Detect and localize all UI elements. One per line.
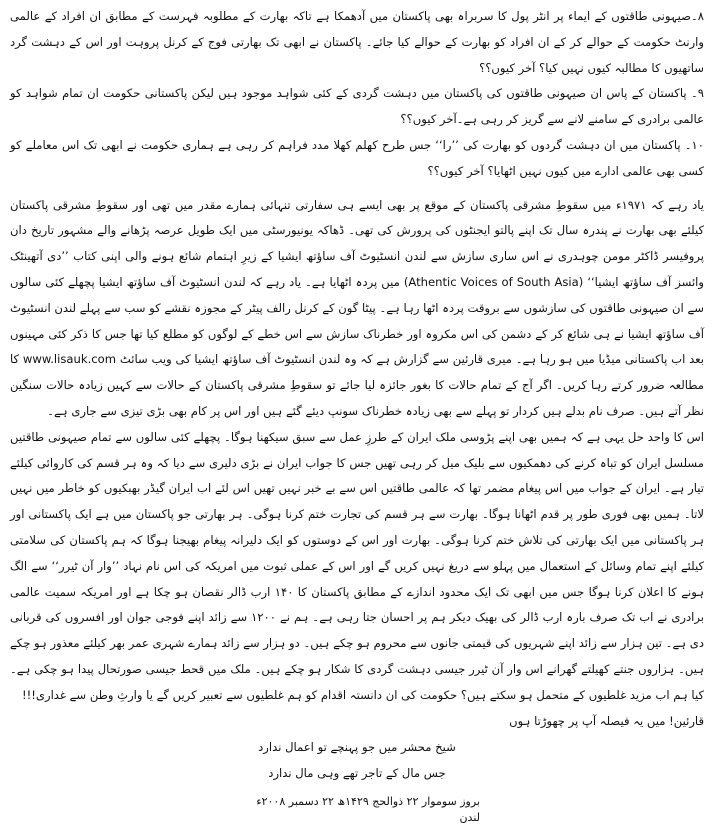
- couplet-line-1: شیخ محشر میں جو پہنچے تو اعمال ندارد: [258, 740, 456, 755]
- point-8-paragraph: ۸۔صیہونی طاقتوں کے ایماء پر انٹر پول کا سربراہ بھی پاکستان میں آدھمکا ہے تاکہ بھارت کے مطلوبہ فہرست کے مطابق ان افراد کے عالمی وارنٹ حکومت کے حوالے کر کے ان افراد کو بھارت کے حوالے کیا جائے۔ پاکستان نے ابھی تک بھارتی فوج کے کرنل پروہت اور اس کے دہشت گرد ساتھیوں کا مطالبہ کیوں نہیں کیا؟ آخر کیوں؟؟: [10, 9, 704, 75]
- book-title-english: (Athentic Voices of South Asia): [403, 274, 584, 289]
- date-text: بروز سوموار ۲۲ ذوالحج ۱۴۲۹ھ ۲۲ دسمبر ۲۰۰۸ء: [256, 795, 480, 808]
- history-text-start: یاد رہے کہ ۱۹۷۱ء میں سقوطِ مشرقی پاکستان کے موقع پر بھی ایسے ہی سفارتی تنہائی ہمارے مقدر میں تھی اور سقوطِ مشرقی پاکستان کیلئے بھی بھارت نے پندرہ سال تک اپنے پالتو ایجنٹوں کی پرورش کی تھی۔ ڈھاکہ یونیورسٹی میں ایک طویل عرصہ پڑھانے والے مشہور تاریخ دان پروفیسر ڈاکٹر مومن چوہدری نے اس ساری سازش سے لندن انسٹیوٹ آف ساؤتھ ایشیا کے زیرِ اہتمام شائع ہونے والی اپنی کتاب ’’دی آتھینٹک وائسز آف ساؤتھ ایشیا‘‘: [10, 197, 705, 289]
- history-text-middle: میں پردہ اٹھایا ہے۔ یاد رہے کہ لندن انسٹیوٹ آف ساؤتھ ایشیا پچھلے کئی سالوں سے ان صیہونی طاقتوں کی سازشوں سے بروقت پردہ اٹھا رہا ہے۔ پیٹا گون کے کرنل رالف پیٹر کے مجوزہ نقشے کو سب سے پہلے لندن انسٹیوٹ آف ساؤتھ ایشیا نے ہی شائع کر کے دشمن کی اس مکروہ اور خطرناک سازش سے اس خطے کے لوگوں کو مطلع کیا تھا جس کا ذکر کئی مہینوں بعد اب پاکستانی میڈیا میں ہو رہا ہے۔ میری قارئین سے گزارش ہے کہ وہ لندن انسٹیوٹ آف ساؤتھ ایشیا کی ویب سائٹ: [10, 274, 705, 367]
- history-text-end: کا مطالعہ ضرور کرتے رہا کریں۔ اگر آج کے تمام حالات کا بغور جائزہ لیا جائے تو سقوطِ مشرقی پاکستان کے حالات سے کہیں زیادہ حالات سنگین نظر آتے ہیں۔ صرف نام بدلے ہیں کردار تو پہلے سے بھی زیادہ خطرناک سونپ دیئے گئے ہیں اور اس پر کام بھی بڑی تیزی سے جاری ہے۔: [10, 352, 704, 418]
- point-10-paragraph: ۱۰۔ پاکستان میں ان دہشت گردوں کو بھارت کی ’’را‘‘ جس طرح کھلم کھلا مدد فراہم کر رہی ہے ہماری حکومت نے ابھی تک اس معاملے کو کسی بھی عالمی ادارے میں کیوں نہیں اٹھایا؟ آخر کیوں؟؟: [10, 137, 704, 178]
- place-text: لندن: [459, 811, 480, 824]
- point-9-paragraph: ۹۔ پاکستان کے پاس ان صیہونی طاقتوں کی پاکستان میں دہشت گردی کے کئی شواہد موجود ہیں لیکن پاکستانی حکومت ان تمام شواہد کو عالمی برادری کے سامنے لانے سے گریز کر رہی ہے۔آخر کیوں؟؟: [10, 86, 704, 127]
- couplet-line-2: جس مال کے تاجر تھے وہی مال ندارد: [268, 766, 446, 781]
- website-link[interactable]: www.lisauk.com: [22, 352, 117, 367]
- solution-paragraph: اس کا واحد حل یہی ہے کہ ہمیں بھی اپنے پڑوسی ملک ایران کے طرزِ عمل سے سبق سیکھنا ہوگا۔ پچھلے کئی سالوں سے تمام صیہونی طاقتیں مسلسل ایران کو تباہ کرنے کی دھمکیوں سے بلیک میل کر رہی تھیں جس کا جواب ایران نے بڑی دلیری سے دیا کہ وہ ہر قسم کی کاروائی کیلئے تیار ہے۔ ایران کے جواب میں اس پیغام مضمر تھا کہ عالمی طاقتیں اس سے بے خبر نہیں تھیں اس لئے اب ایران گیڈر بھبکیوں کو خاطر میں نہیں لاتا۔ ہمیں بھی فوری طور پر قدم اٹھانا ہوگا۔ بھارت سے ہر قسم کی تجارت ختم کرنا ہوگی۔ ہر بھارتی جو پاکستان میں ہے ایک پاکستانی اور ہر پاکستانی میں ایک بھارتی کی تلاش ختم کرنا ہوگی۔ بھارت اور اس کے دوستوں کو ایک دلیرانہ پیغام بھیجنا ہوگا کہ ہم پاکستان کی سلامتی کیلئے اپنے تمام وسائل کے استعمال میں پہلو سے دریغ نہیں کریں گے اور اس کے عملی ثبوت میں امریکہ کی اس نام نہاد ’’وار آن ٹیرر‘‘ سے الگ ہونے کا اعلان کرنا ہوگا جس میں ابھی تک ایک محدود اندازے کے مطابق پاکستان کا ۱۴۰ ارب ڈالر نقصان ہو چکا ہے اور امریکہ سمیت عالمی برادری نے اب تک صرف بارہ ارب ڈالر کی بھیک دیکر ہم پر احسان جتا رہی ہے۔ ہم نے ۱۲۰۰ سے زائد اپنے فوجی جوان اور افسروں کی قربانی دی ہے۔ تین ہزار سے زائد اپنے شہریوں کی قیمتی جانوں سے محروم ہو چکے ہیں۔ دو ہزار سے زائد ہمارے شہری عمر بھر کیلئے معذور ہو چکے ہیں۔ ہزاروں جنتے کھیلتے گھرانے اس وار آن ٹیرر جیسی دہشت گردی کا شکار ہو چکے ہیں۔ ملک میں قحط جیسی صورتحال پیدا ہو چکی ہے۔ کیا ہم اب مزید غلطیوں کے متحمل ہو سکتے ہیں؟ حکومت کی ان دانستہ اقدام کو ہم غلطیوں سے تعبیر کریں گے یا وارثِ وطن سے غداری!!!: [10, 429, 705, 702]
- history-paragraph: [10, 193, 704, 425]
- dateline: [256, 794, 480, 826]
- signature-couplet: [10, 734, 704, 786]
- closing-line: قارئین! میں یہ فیصلہ آپ پر چھوڑتا ہوں: [509, 713, 704, 728]
- paragraph-gap: [10, 185, 704, 193]
